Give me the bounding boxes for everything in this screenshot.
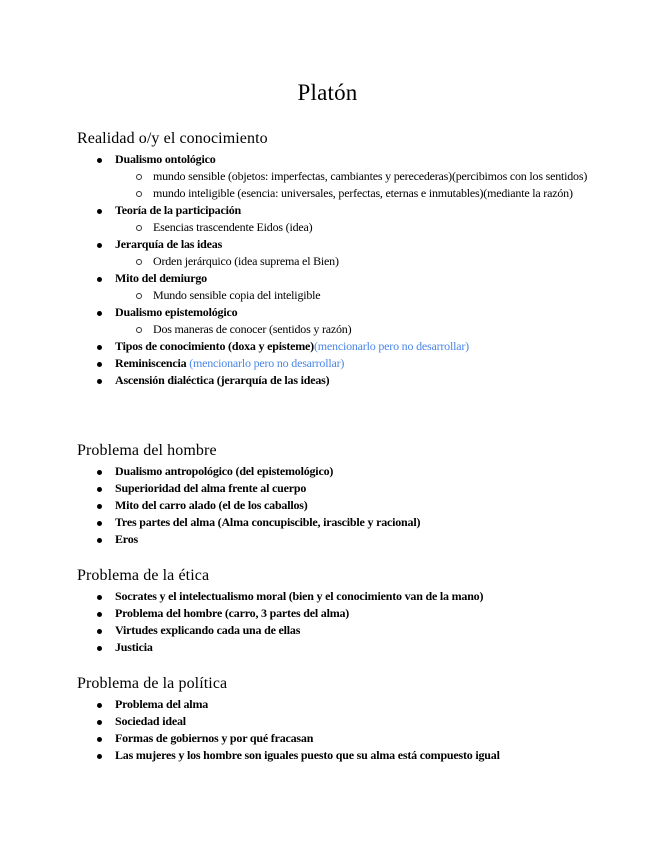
section-heading: Problema de la política [77,675,228,692]
bullet-list [77,588,597,656]
page-title: Platón [297,80,358,105]
list-item: Teoría de la participación [77,202,597,219]
list-item: Sociedad ideal [77,713,597,730]
list-item: Dualismo ontológico [77,151,597,168]
bullet-list [77,151,597,389]
sub-list-item: mundo sensible (objetos: imperfectas, cambiantes y perecederas)(percibimos con los sentidos) [77,168,597,185]
list-item: Mito del carro alado (el de los caballos) [77,497,597,514]
list-item: Problema del hombre (carro, 3 partes del alma) [77,605,597,622]
sub-list-item: Orden jerárquico (idea suprema el Bien) [77,253,597,270]
section-realidad [77,130,597,389]
list-item: Problema del alma [77,696,597,713]
list-item: Dualismo epistemológico [77,304,597,321]
list-item: Tres partes del alma (Alma concupiscible, irascible y racional) [77,514,597,531]
sub-list-item: Mundo sensible copia del inteligible [77,287,597,304]
bullet-list [77,463,597,548]
list-item: Tipos de conocimiento (doxa y episteme)(mencionarlo pero no desarrollar) [77,338,597,355]
list-item: Justicia [77,639,597,656]
section-heading: Problema de la ética [77,567,210,584]
list-item: Virtudes explicando cada una de ellas [77,622,597,639]
bullet-list [77,696,597,764]
list-item: Socrates y el intelectualismo moral (bien y el conocimiento van de la mano) [77,588,597,605]
list-item: Jerarquía de las ideas [77,236,597,253]
sub-list-item: Dos maneras de conocer (sentidos y razón) [77,321,597,338]
list-item: Eros [77,531,597,548]
section-hombre [77,442,597,548]
section-heading: Problema del hombre [77,442,217,459]
list-item: Las mujeres y los hombre son iguales puesto que su alma está compuesto igual [77,747,597,764]
list-item: Ascensión dialéctica (jerarquía de las ideas) [77,372,597,389]
section-heading: Realidad o/y el conocimiento [77,130,268,147]
list-item: Superioridad del alma frente al cuerpo [77,480,597,497]
comment-note: (mencionarlo pero no desarrollar) [313,339,469,353]
section-politica [77,675,597,764]
sub-list-item: mundo inteligible (esencia: universales, perfectas, eternas e inmutables)(mediante la razón) [77,185,597,202]
comment-note: (mencionarlo pero no desarrollar) [186,356,345,370]
list-item: Reminiscencia (mencionarlo pero no desarrollar) [77,355,597,372]
sub-list-item: Esencias trascendente Eidos (idea) [77,219,597,236]
list-item: Mito del demiurgo [77,270,597,287]
list-item: Dualismo antropológico (del epistemológico) [77,463,597,480]
section-etica [77,567,597,656]
list-item: Formas de gobiernos y por qué fracasan [77,730,597,747]
